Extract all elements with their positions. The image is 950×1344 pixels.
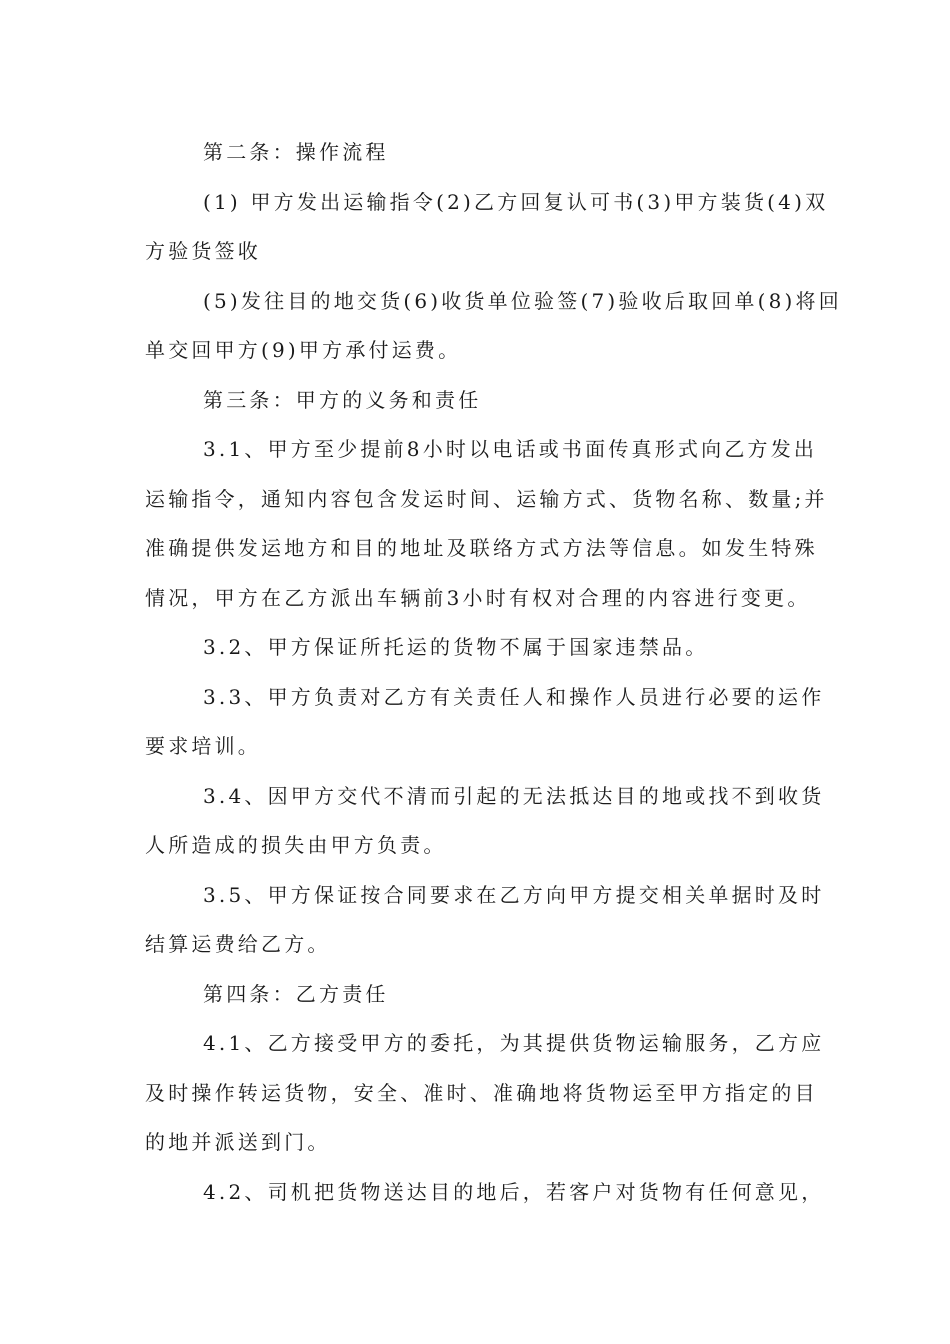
text-line: 3.4、因甲方交代不清而引起的无法抵达目的地或找不到收货 — [203, 783, 825, 808]
text-line: 3.3、甲方负责对乙方有关责任人和操作人员进行必要的运作 — [203, 684, 825, 709]
text-line: 3.2、甲方保证所托运的货物不属于国家违禁品。 — [203, 635, 709, 659]
text-line: 第二条：操作流程 — [203, 140, 389, 164]
text-line: 人所造成的损失由甲方负责。 — [145, 833, 447, 857]
text-line: 的地并派送到门。 — [145, 1130, 331, 1154]
text-line: 情况，甲方在乙方派出车辆前3小时有权对合理的内容进行变更。 — [145, 585, 811, 610]
text-line: 第四条：乙方责任 — [203, 981, 389, 1006]
text-line: 及时操作转运货物，安全、准时、准确地将货物运至甲方指定的目 — [145, 1080, 818, 1105]
text-line: 4.1、乙方接受甲方的委托，为其提供货物运输服务，乙方应 — [203, 1031, 825, 1055]
article-2-heading — [145, 128, 810, 178]
clause-3-1 — [145, 425, 828, 623]
text-line: 方验货签收 — [145, 239, 261, 263]
text-line: 单交回甲方(9)甲方承付运费。 — [145, 338, 462, 362]
text-line: 运输指令，通知内容包含发运时间、运输方式、货物名称、数量;并 — [145, 486, 828, 511]
article-2-paragraph-2 — [145, 277, 842, 376]
clause-4-1 — [145, 1019, 825, 1168]
clause-3-2 — [145, 623, 810, 673]
text-line: 3.1、甲方至少提前8小时以电话或书面传真形式向乙方发出 — [203, 437, 818, 461]
clause-3-5 — [145, 871, 825, 970]
clause-3-4 — [145, 772, 825, 871]
text-line: 第三条：甲方的义务和责任 — [203, 387, 482, 412]
text-line: 要求培训。 — [145, 734, 261, 758]
text-line: 结算运费给乙方。 — [145, 932, 331, 956]
text-line: 准确提供发运地方和目的地址及联络方式方法等信息。如发生特殊 — [145, 536, 818, 560]
article-2-paragraph-1 — [145, 178, 829, 277]
clause-3-3 — [145, 673, 825, 772]
document-page — [145, 128, 842, 1217]
article-4-heading — [145, 970, 810, 1020]
text-line: 4.2、司机把货物送达目的地后，若客户对货物有任何意见， — [203, 1179, 825, 1204]
article-3-heading — [145, 376, 810, 426]
text-line: 3.5、甲方保证按合同要求在乙方向甲方提交相关单据时及时 — [203, 882, 825, 907]
text-line: (1) 甲方发出运输指令(2)乙方回复认可书(3)甲方装货(4)双 — [203, 189, 829, 214]
text-line: (5)发往目的地交货(6)收货单位验签(7)验收后取回单(8)将回 — [203, 288, 842, 313]
clause-4-2 — [145, 1168, 825, 1218]
